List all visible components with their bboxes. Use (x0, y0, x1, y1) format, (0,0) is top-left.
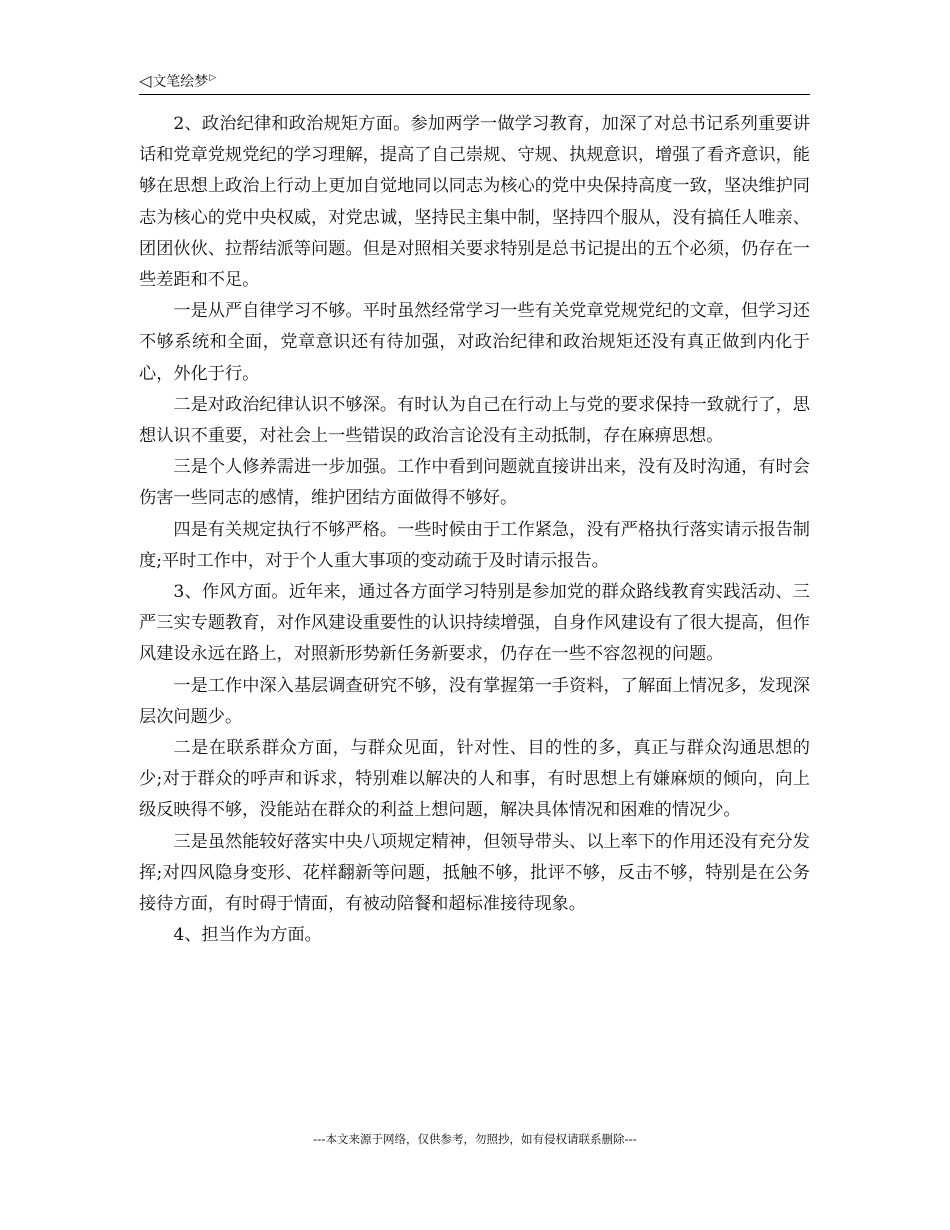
paragraph-5: 四是有关规定执行不够严格。一些时候由于工作紧急，没有严格执行落实请示报告制度;平时工作中，对于个人重大事项的变动疏于及时请示报告。 (139, 519, 810, 571)
paragraph-8: 二是在联系群众方面，与群众见面，针对性、目的性的多，真正与群众沟通思想的少;对于群众的呼声和诉求，特别难以解决的人和事，有时思想上有嫌麻烦的倾向，向上级反映得不够，没能站在群众的利益上想问题，解决具体情况和困难的情况少。 (139, 738, 810, 821)
page-header (139, 72, 810, 95)
right-triangle-icon: ▷ (209, 73, 217, 83)
header-brand: 文笔绘梦 (152, 74, 209, 90)
paragraph-1: 2、政治纪律和政治规矩方面。参加两学一做学习教育，加深了对总书记系列重要讲话和党章党规党纪的学习理解，提高了自己崇规、守规、执规意识，增强了看齐意识，能够在思想上政治上行动上更加自觉地同以同志为核心的党中央保持高度一致，坚决维护同志为核心的党中央权威，对党忠诚，坚持民主集中制，坚持四个服从，没有搞任人唯亲、团团伙伙、拉帮结派等问题。但是对照相关要求特别是总书记提出的五个必须，仍存在一些差距和不足。 (139, 114, 810, 291)
document-body (139, 109, 810, 951)
paragraph-2: 一是从严自律学习不够。平时虽然经常学习一些有关党章党规党纪的文章，但学习还不够系统和全面，党章意识还有待加强，对政治纪律和政治规矩还没有真正做到内化于心，外化于行。 (139, 301, 810, 384)
paragraph-10: 4、担当作为方面。 (173, 925, 322, 946)
page-footer: ---本文来源于网络，仅供参考，勿照抄，如有侵权请联系删除--- (313, 1132, 637, 1146)
paragraph-7: 一是工作中深入基层调查研究不够，没有掌握第一手资料，了解面上情况多，发现深层次问题少。 (139, 675, 810, 727)
paragraph-9: 三是虽然能较好落实中央八项规定精神，但领导带头、以上率下的作用还没有充分发挥;对四风隐身变形、花样翻新等问题，抵触不够，批评不够，反击不够，特别是在公务接待方面，有时碍于情面，有被动陪餐和超标准接待现象。 (139, 831, 810, 915)
paragraph-6: 3、作风方面。近年来，通过各方面学习特别是参加党的群众路线教育实践活动、三严三实专题教育，对作风建设重要性的认识持续增强，自身作风建设有了很大提高，但作风建设永远在路上，对照新形势新任务新要求，仍存在一些不容忽视的问题。 (139, 582, 810, 665)
left-triangle-icon: ◁ (139, 71, 152, 90)
paragraph-4: 三是个人修养需进一步加强。工作中看到问题就直接讲出来，没有及时沟通，有时会伤害一些同志的感情，维护团结方面做得不够好。 (139, 457, 810, 509)
paragraph-3: 二是对政治纪律认识不够深。有时认为自己在行动上与党的要求保持一致就行了，思想认识不重要，对社会上一些错误的政治言论没有主动抵制，存在麻痹思想。 (139, 394, 810, 447)
